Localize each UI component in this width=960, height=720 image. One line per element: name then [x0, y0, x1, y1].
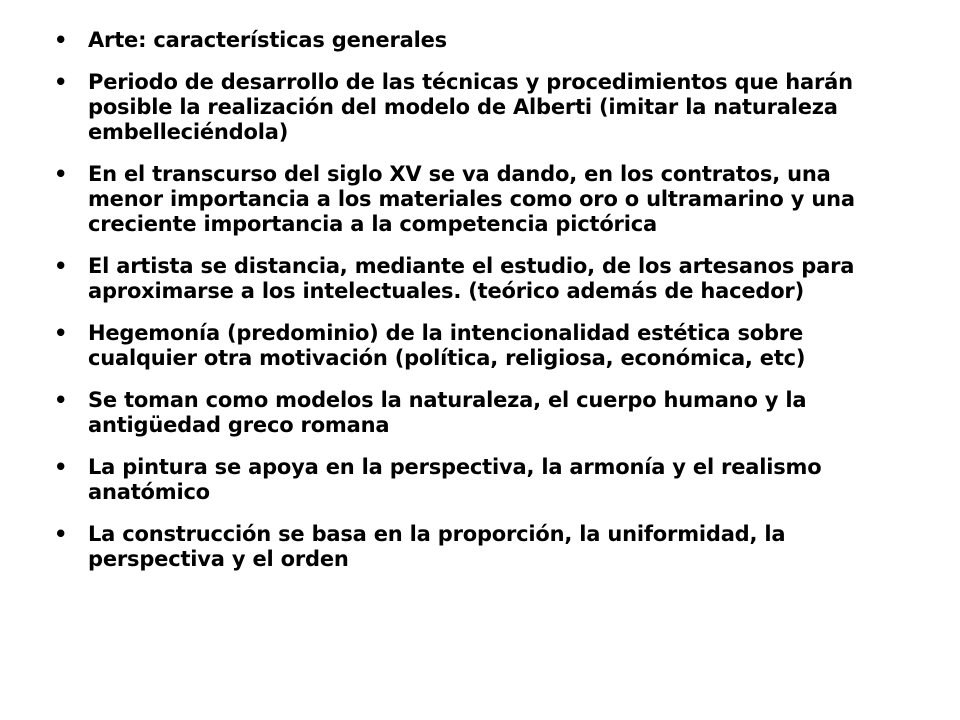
- bullet-item-arte: [54, 28, 904, 53]
- bullet-lead: La pintura: [88, 455, 208, 479]
- bullet-item-pintura: [54, 455, 904, 505]
- bullet-icon: •: [54, 70, 68, 94]
- bullet-text: Hegemonía (predominio) de la intencionalidad estética sobre cualquier otra motivación (política, religiosa, económica, etc): [88, 321, 806, 370]
- bullet-icon: •: [54, 455, 68, 479]
- bullet-icon: •: [54, 254, 68, 278]
- bullet-text: En el transcurso del siglo XV se va dando, en los contratos, una menor importancia a los materiales como oro o ultramarino y una creciente importancia a la competencia pictórica: [88, 162, 855, 236]
- bullet-item-construccion: [54, 522, 904, 572]
- bullet-icon: •: [54, 28, 68, 52]
- bullet-text: se basa en la proporción, la uniformidad, la perspectiva y el orden: [88, 522, 786, 571]
- bullet-list: [54, 28, 904, 589]
- bullet-item-periodo: [54, 70, 904, 145]
- bullet-icon: •: [54, 162, 68, 186]
- bullet-item-modelos: [54, 388, 904, 438]
- bullet-text: Arte: características generales: [88, 28, 447, 52]
- bullet-icon: •: [54, 522, 68, 546]
- bullet-text: Periodo de desarrollo de las técnicas y procedimientos que harán posible la realización del modelo de Alberti (imitar la naturaleza embelleciéndola): [88, 70, 853, 144]
- bullet-item-artista: [54, 254, 904, 304]
- bullet-lead: La construcción: [88, 522, 272, 546]
- bullet-icon: •: [54, 321, 68, 345]
- bullet-icon: •: [54, 388, 68, 412]
- bullet-item-hegemonia: [54, 321, 904, 371]
- bullet-text: Se toman como modelos la naturaleza, el cuerpo humano y la antigüedad greco romana: [88, 388, 807, 437]
- bullet-text: se apoya en la perspectiva, la armonía y el realismo anatómico: [88, 455, 822, 504]
- bullet-text: El artista se distancia, mediante el estudio, de los artesanos para aproximarse a los intelectuales. (teórico además de hacedor): [88, 254, 855, 303]
- bullet-item-siglo-xv: [54, 162, 904, 237]
